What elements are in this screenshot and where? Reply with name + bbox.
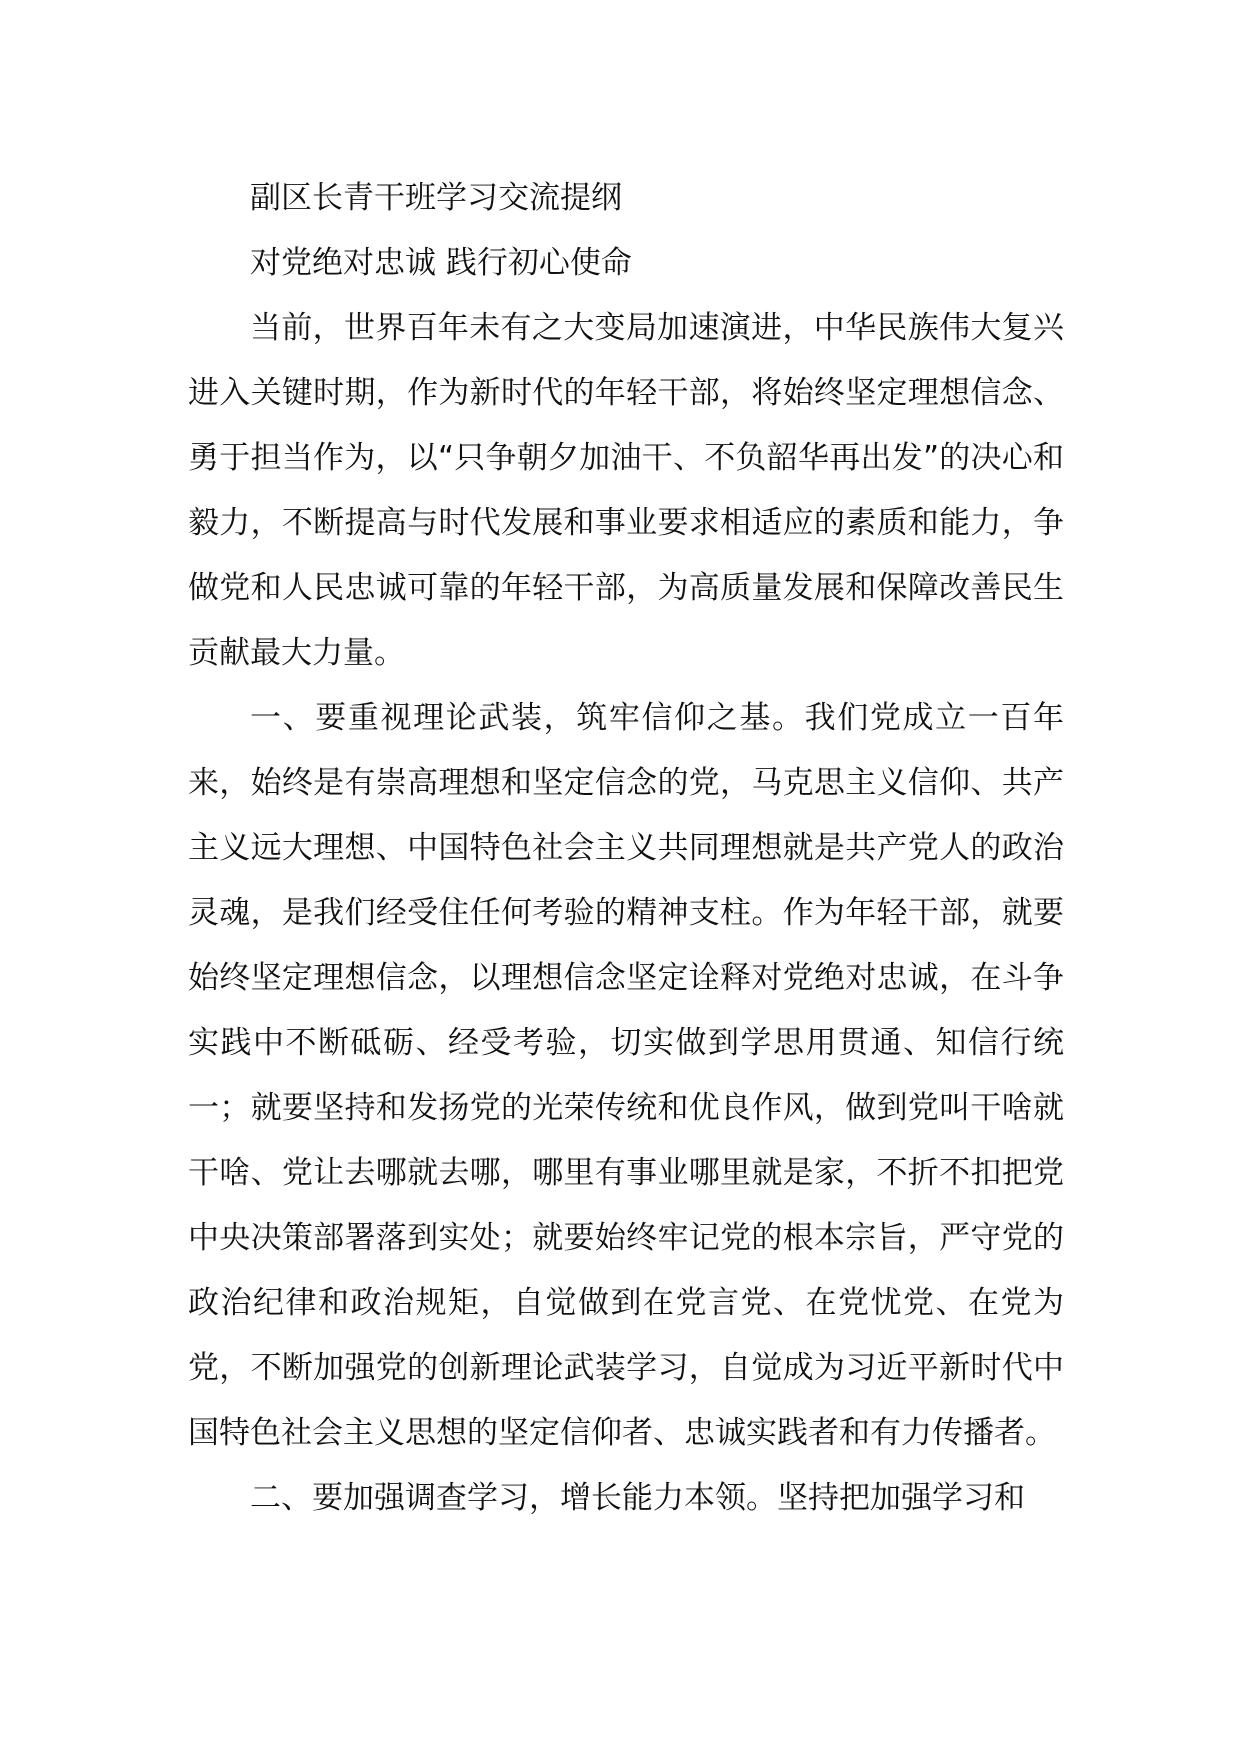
document-body <box>188 166 1064 1531</box>
section-two-paragraph: 二、要加强调查学习，增长能力本领。坚持把加强学习和 <box>250 1480 1025 1516</box>
document-heading: 副区长青干班学习交流提纲 <box>250 180 622 216</box>
intro-paragraph: 当前，世界百年未有之大变局加速演进，中华民族伟大复兴进入关键时期，作为新时代的年轻干部，将始终坚定理想信念、勇于担当作为，以“只争朝夕加油干、不负韶华再出发”的决心和毅力，不断提高与时代发展和事业要求相适应的素质和能力，争做党和人民忠诚可靠的年轻干部，为高质量发展和保障改善民生贡献最大力量。 <box>188 310 1064 671</box>
section-one-paragraph: 一、要重视理论武装，筑牢信仰之基。我们党成立一百年来，始终是有崇高理想和坚定信念的党，马克思主义信仰、共产主义远大理想、中国特色社会主义共同理想就是共产党人的政治灵魂，是我们经受住任何考验的精神支柱。作为年轻干部，就要始终坚定理想信念，以理想信念坚定诠释对党绝对忠诚，在斗争实践中不断砥砺、经受考验，切实做到学思用贯通、知信行统一；就要坚持和发扬党的光荣传统和优良作风，做到党叫干啥就干啥、党让去哪就去哪，哪里有事业哪里就是家，不折不扣把党中央决策部署落到实处；就要始终牢记党的根本宗旨，严守党的政治纪律和政治规矩，自觉做到在党言党、在党忧党、在党为党，不断加强党的创新理论武装学习，自觉成为习近平新时代中国特色社会主义思想的坚定信仰者、忠诚实践者和有力传播者。 <box>188 700 1064 1451</box>
document-subtitle: 对党绝对忠诚 践行初心使命 <box>250 245 632 281</box>
